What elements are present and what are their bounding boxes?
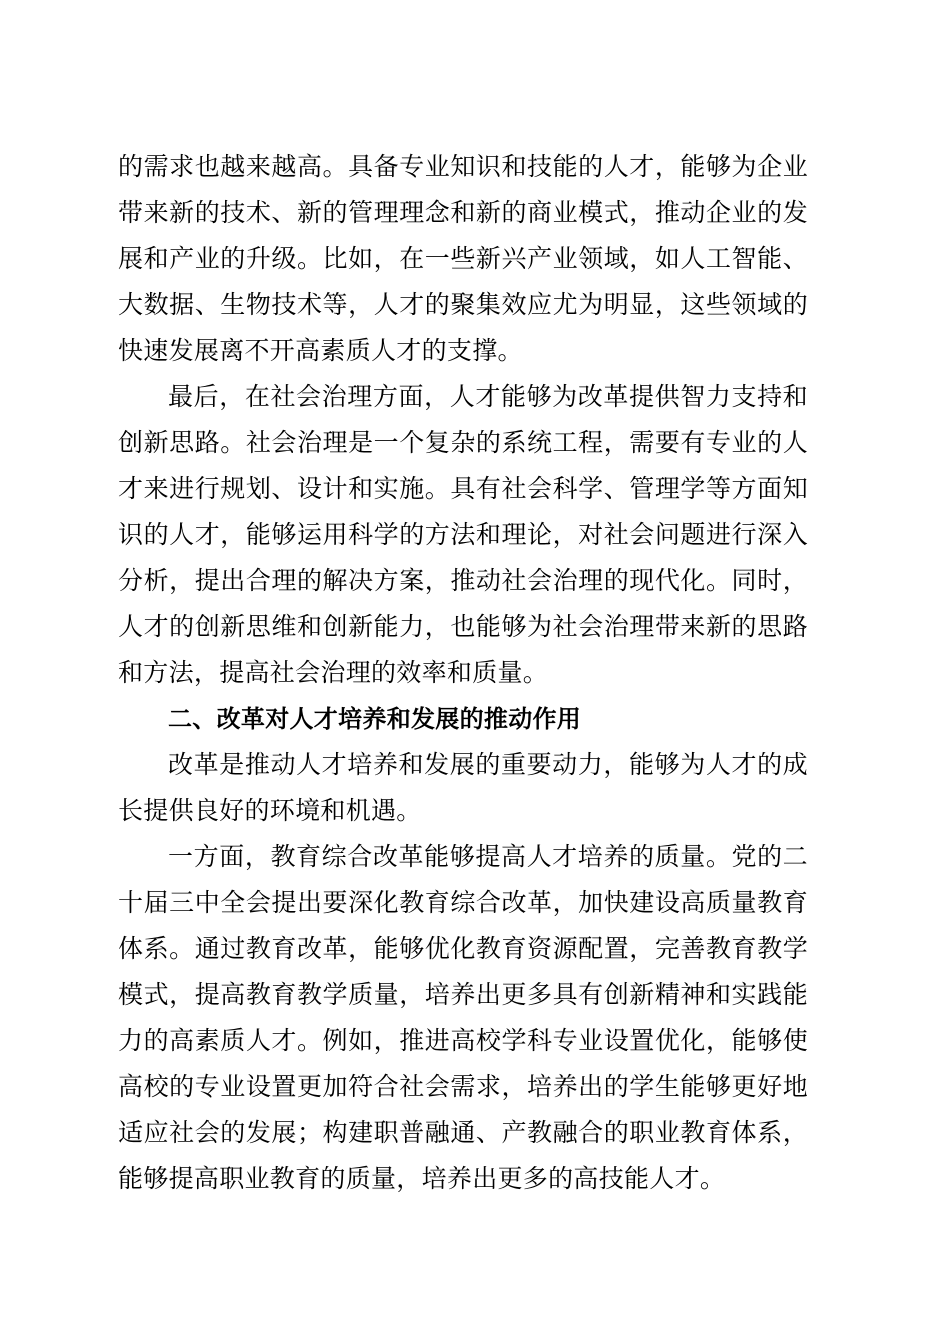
paragraph-line: 能够提高职业教育的质量，培养出更多的高技能人才。 [118, 1164, 726, 1193]
paragraph-line: 一方面，教育综合改革能够提高人才培养的质量。党的二 [168, 842, 808, 871]
document-body [118, 144, 808, 1202]
paragraph-line: 大数据、生物技术等，人才的聚集效应尤为明显，这些领域的 [118, 290, 808, 319]
paragraph-line: 识的人才，能够运用科学的方法和理论，对社会问题进行深入 [118, 520, 808, 549]
paragraph-line: 十届三中全会提出要深化教育综合改革，加快建设高质量教育 [118, 888, 808, 917]
paragraph-line: 人才的创新思维和创新能力，也能够为社会治理带来新的思路 [118, 612, 808, 641]
paragraph-line: 高校的专业设置更加符合社会需求，培养出的学生能够更好地 [118, 1072, 808, 1101]
paragraph-social-governance [118, 374, 808, 696]
paragraph-line: 最后，在社会治理方面，人才能够为改革提供智力支持和 [168, 382, 808, 411]
paragraph-education-reform [118, 834, 808, 1202]
paragraph-line: 的需求也越来越高。具备专业知识和技能的人才，能够为企业 [118, 152, 808, 181]
paragraph-line: 快速发展离不开高素质人才的支撑。 [118, 336, 523, 365]
paragraph-line: 带来新的技术、新的管理理念和新的商业模式，推动企业的发 [118, 198, 808, 227]
paragraph-line: 才来进行规划、设计和实施。具有社会科学、管理学等方面知 [118, 474, 808, 503]
paragraph-line: 模式，提高教育教学质量，培养出更多具有创新精神和实践能 [118, 980, 808, 1009]
paragraph-line: 分析，提出合理的解决方案，推动社会治理的现代化。同时， [118, 566, 808, 595]
paragraph-line: 和方法，提高社会治理的效率和质量。 [118, 658, 549, 687]
paragraph-line: 改革是推动人才培养和发展的重要动力，能够为人才的成 [168, 750, 808, 779]
paragraph-line: 力的高素质人才。例如，推进高校学科专业设置优化，能够使 [118, 1026, 808, 1055]
paragraph-talent-industry [118, 144, 808, 374]
paragraph-line: 适应社会的发展；构建职普融通、产教融合的职业教育体系， [118, 1118, 808, 1147]
paragraph-reform-driving-force [118, 742, 808, 834]
paragraph-line: 体系。通过教育改革，能够优化教育资源配置，完善教育教学 [118, 934, 808, 963]
section-heading: 二、改革对人才培养和发展的推动作用 [168, 705, 582, 733]
paragraph-line: 创新思路。社会治理是一个复杂的系统工程，需要有专业的人 [118, 428, 808, 457]
paragraph-line: 长提供良好的环境和机遇。 [118, 796, 422, 825]
paragraph-line: 展和产业的升级。比如，在一些新兴产业领域，如人工智能、 [118, 244, 808, 273]
